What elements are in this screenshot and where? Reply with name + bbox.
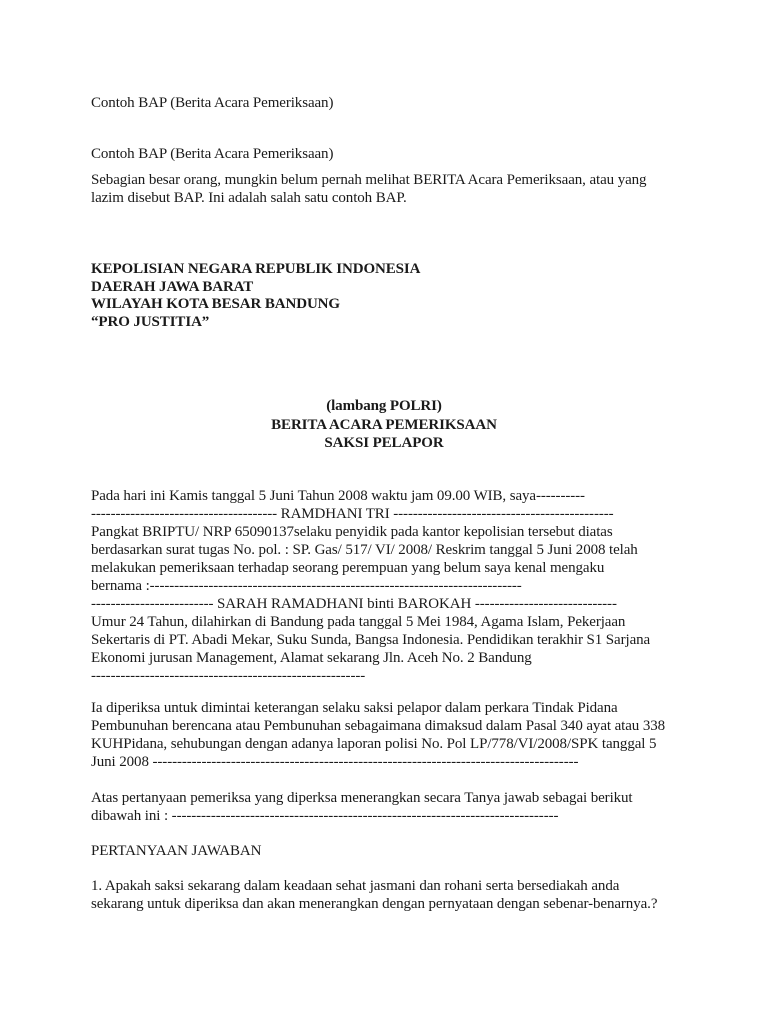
body-line: Pada hari ini Kamis tanggal 5 Juni Tahun 2008 waktu jam 09.00 WIB, saya----------	[91, 488, 585, 504]
body-line: Juni 2008 ---------------------------------------------------------------------------------------	[91, 754, 579, 770]
body-paragraph-identity	[91, 487, 650, 685]
header-line: WILAYAH KOTA BESAR BANDUNG	[91, 296, 340, 312]
body-line: melakukan pemeriksaan terhadap seorang perempuan yang belum saya kenal mengaku	[91, 560, 605, 576]
body-paragraph-instruction	[91, 789, 633, 825]
police-header	[91, 261, 420, 331]
body-line: -------------------------------------- RAMDHANI TRI ---------------------------------------------	[91, 506, 614, 522]
question-line: 1. Apakah saksi sekarang dalam keadaan sehat jasmani dan rohani serta bersediakah anda	[91, 878, 620, 894]
body-line: Ia diperiksa untuk dimintai keterangan selaku saksi pelapor dalam perkara Tindak Pidana	[91, 700, 618, 716]
heading-line: BERITA ACARA PEMERIKSAAN	[271, 416, 497, 433]
body-line: Atas pertanyaan pemeriksa yang diperksa menerangkan secara Tanya jawab sebagai berikut	[91, 790, 633, 806]
body-line: Pangkat BRIPTU/ NRP 65090137selaku penyidik pada kantor kepolisian tersebut diatas	[91, 524, 613, 540]
body-line: berdasarkan surat tugas No. pol. : SP. Gas/ 517/ VI/ 2008/ Reskrim tanggal 5 Juni 2008 telah	[91, 542, 638, 558]
document-subtitle: Contoh BAP (Berita Acara Pemeriksaan)	[91, 146, 334, 162]
body-line: ------------------------- SARAH RAMADHANI binti BAROKAH -----------------------------	[91, 596, 617, 612]
section-label: PERTANYAAN JAWABAN	[91, 843, 262, 859]
question-item	[91, 877, 657, 913]
body-line: KUHPidana, sehubungan dengan adanya laporan polisi No. Pol LP/778/VI/2008/SPK tanggal 5	[91, 736, 657, 752]
header-line: “PRO JUSTITIA”	[91, 313, 210, 330]
body-line: Umur 24 Tahun, dilahirkan di Bandung pada tanggal 5 Mei 1984, Agama Islam, Pekerjaan	[91, 614, 626, 630]
heading-line: (lambang POLRI)	[326, 398, 442, 414]
document-title: Contoh BAP (Berita Acara Pemeriksaan)	[91, 95, 334, 111]
body-paragraph-case	[91, 699, 665, 771]
header-line: DAERAH JAWA BARAT	[91, 278, 254, 295]
heading-line: SAKSI PELAPOR	[324, 435, 444, 451]
body-line: bernama :----------------------------------------------------------------------------	[91, 578, 522, 594]
center-heading	[91, 397, 677, 453]
question-line: sekarang untuk diperiksa dan akan menerangkan dengan pernyataan dengan sebenar-benarnya.?	[91, 896, 658, 912]
body-line: dibawah ini : -------------------------------------------------------------------------------	[91, 808, 559, 824]
intro-line: Sebagian besar orang, mungkin belum pernah melihat BERITA Acara Pemeriksaan, atau yang	[91, 172, 647, 188]
header-line: KEPOLISIAN NEGARA REPUBLIK INDONESIA	[91, 261, 421, 277]
body-line: Sekertaris di PT. Abadi Mekar, Suku Sunda, Bangsa Indonesia. Pendidikan terakhir S1 Sarjana	[91, 632, 651, 648]
body-line: --------------------------------------------------------	[91, 668, 366, 684]
intro-paragraph	[91, 171, 646, 207]
body-line: Pembunuhan berencana atau Pembunuhan sebagaimana dimaksud dalam Pasal 340 ayat atau 338	[91, 718, 666, 734]
intro-line: lazim disebut BAP. Ini adalah salah satu contoh BAP.	[91, 190, 407, 206]
body-line: Ekonomi jurusan Management, Alamat sekarang Jln. Aceh No. 2 Bandung	[91, 650, 532, 666]
